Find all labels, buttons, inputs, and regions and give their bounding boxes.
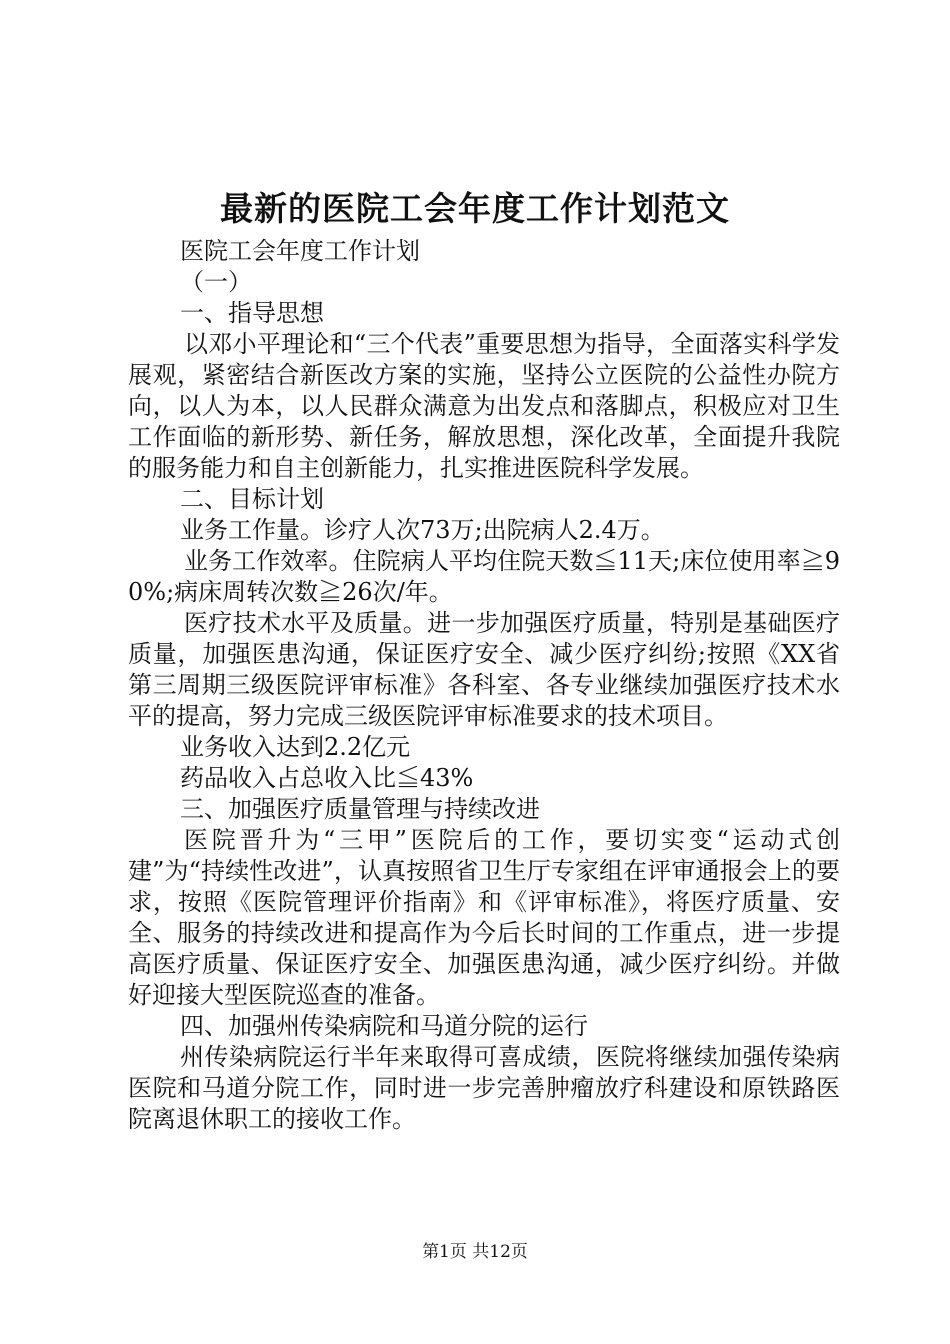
document-title: 最新的医院工会年度工作计划范文 (220, 189, 730, 228)
paragraph-revenue: 业务收入达到2.2亿元 (180, 733, 411, 761)
paragraph-quality-management: 医院晋升为“三甲”医院后的工作，要切实变“运动式创建”为“持续性改进”，认真按照省卫生厅专家组在评审通报会上的要求，按照《医院管理评价指南》和《评审标准》，将医疗质量、安全、服务的持续改进和提高作为今后长时间的工作重点，进一步提高医疗质量、保证医疗安全、加强医患沟通，减少医疗纠纷。并做好迎接大型医院巡查的准备。 (128, 826, 840, 1009)
paragraph-branch-operation: 州传染病院运行半年来取得可喜成绩，医院将继续加强传染病医院和马道分院工作，同时进一步完善肿瘤放疗科建设和原铁路医院离退休职工的接收工作。 (128, 1043, 840, 1133)
paragraph-subtitle: 医院工会年度工作计划 (180, 237, 420, 265)
heading-quality-management: 三、加强医疗质量管理与持续改进 (180, 795, 540, 823)
heading-guiding-ideology: 一、指导思想 (180, 299, 324, 327)
heading-target-plan: 二、目标计划 (180, 485, 324, 513)
paragraph-section-number: （一） (180, 268, 252, 296)
paragraph-workload: 业务工作量。诊疗人次73万;出院病人2.4万。 (180, 516, 665, 544)
heading-branch-operation: 四、加强州传染病院和马道分院的运行 (180, 1012, 588, 1040)
paragraph-quality: 医疗技术水平及质量。进一步加强医疗质量，特别是基础医疗质量，加强医患沟通，保证医疗安全、减少医疗纠纷;按照《XX省第三周期三级医院评审标准》各科室、各专业继续加强医疗技术水平的提高，努力完成三级医院评审标准要求的技术项目。 (128, 609, 840, 730)
page-footer: 第1页 共12页 (422, 1242, 528, 1262)
paragraph-drug-ratio: 药品收入占总收入比≦43% (180, 764, 474, 792)
paragraph-guiding-ideology: 以邓小平理论和“三个代表”重要思想为指导，全面落实科学发展观，紧密结合新医改方案的实施，坚持公立医院的公益性办院方向，以人为本，以人民群众满意为出发点和落脚点，积极应对卫生工作面临的新形势、新任务，解放思想，深化改革，全面提升我院的服务能力和自主创新能力，扎实推进医院科学发展。 (128, 330, 840, 482)
document-body (128, 236, 840, 1135)
paragraph-efficiency: 业务工作效率。住院病人平均住院天数≦11天;床位使用率≧90%;病床周转次数≧26次/年。 (128, 547, 840, 606)
